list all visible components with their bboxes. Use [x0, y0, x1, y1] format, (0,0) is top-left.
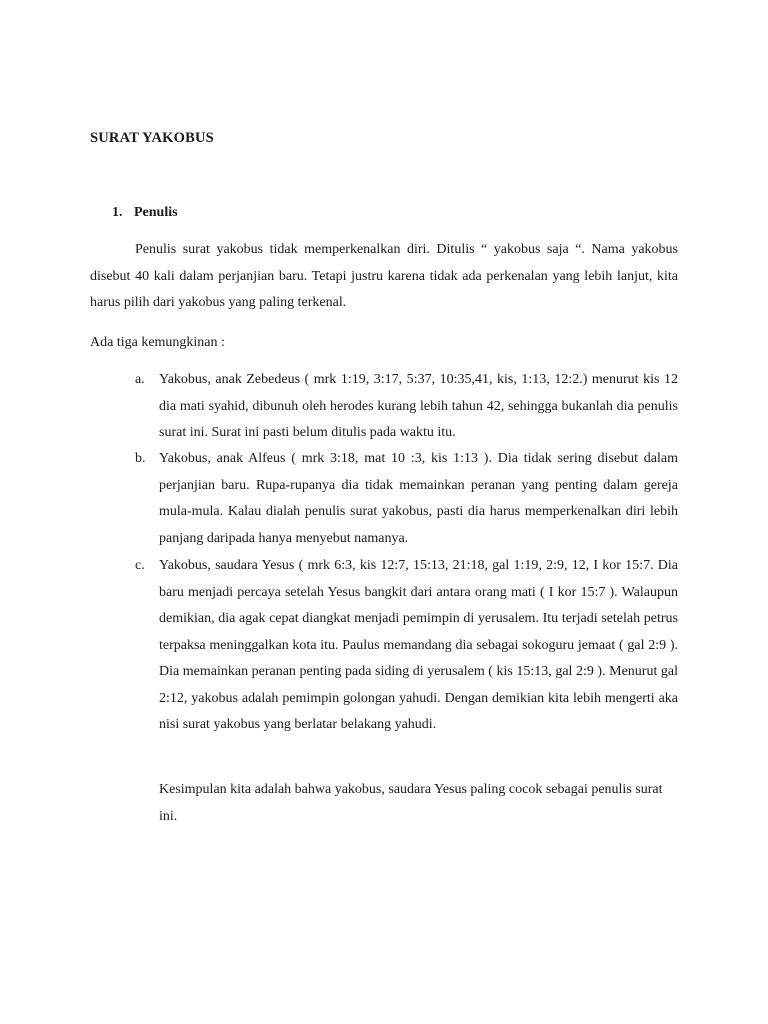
section-heading-text: Penulis: [134, 205, 178, 220]
intro-paragraph: Penulis surat yakobus tidak memperkenalkan diri. Ditulis “ yakobus saja “. Nama yakobus disebut 40 kali dalam perjanjian baru. Tetapi justru karena tidak ada perkenalan yang lebih lanjut, kita harus pilih dari yakobus yang paling terkenal.: [90, 242, 678, 310]
list-item-text: Yakobus, saudara Yesus ( mrk 6:3, kis 12:7, 15:13, 21:18, gal 1:19, 2:9, 12, I kor 15:7. Dia baru menjadi percaya setelah Yesus bangkit dari antara orang mati ( I kor 15:7 ). Walaupun demikian, dia agak cepat diangkat menjadi pemimpin di yerusalem. Itu terjadi setelah petrus terpaksa meninggalkan kota itu. Paulus memandang dia sebagai sokoguru jemaat ( gal 2:9 ). Dia memainkan peranan penting pada siding di yerusalem ( kis 15:13, gal 2:9 ). Menurut gal 2:12, yakobus adalah pemimpin golongan yahudi. Dengan demikian kita lebih mengerti aka nisi surat yakobus yang berlatar belakang yahudi.: [159, 558, 678, 732]
lead-in-text: Ada tiga kemungkinan :: [90, 335, 225, 350]
list-item-text: Yakobus, anak Alfeus ( mrk 3:18, mat 10 :3, kis 1:13 ). Dia tidak sering disebut dalam perjanjian baru. Rupa-rupanya dia tidak memainkan peranan yang penting dalam gereja mula-mula. Kalau dialah penulis surat yakobus, pasti dia harus memperkenalkan diri lebih panjang daripada hanya menyebut namanya.: [159, 451, 678, 546]
list-item: [135, 367, 678, 447]
list-marker: b.: [135, 451, 146, 466]
list-item: [135, 553, 678, 739]
document-title: SURAT YAKOBUS: [90, 130, 214, 146]
list-marker: c.: [135, 558, 145, 573]
list-item: [135, 446, 678, 552]
section-heading: [112, 205, 178, 221]
conclusion-paragraph: Kesimpulan kita adalah bahwa yakobus, saudara Yesus paling cocok sebagai penulis surat ini.: [159, 782, 663, 824]
section-number: 1.: [112, 205, 123, 220]
list-item-text: Yakobus, anak Zebedeus ( mrk 1:19, 3:17, 5:37, 10:35,41, kis, 1:13, 12:2.) menurut kis 12 dia mati syahid, dibunuh oleh herodes kurang lebih tahun 42, sehingga bukanlah dia penulis surat ini. Surat ini pasti belum ditulis pada waktu itu.: [159, 372, 678, 440]
list-marker: a.: [135, 372, 145, 387]
